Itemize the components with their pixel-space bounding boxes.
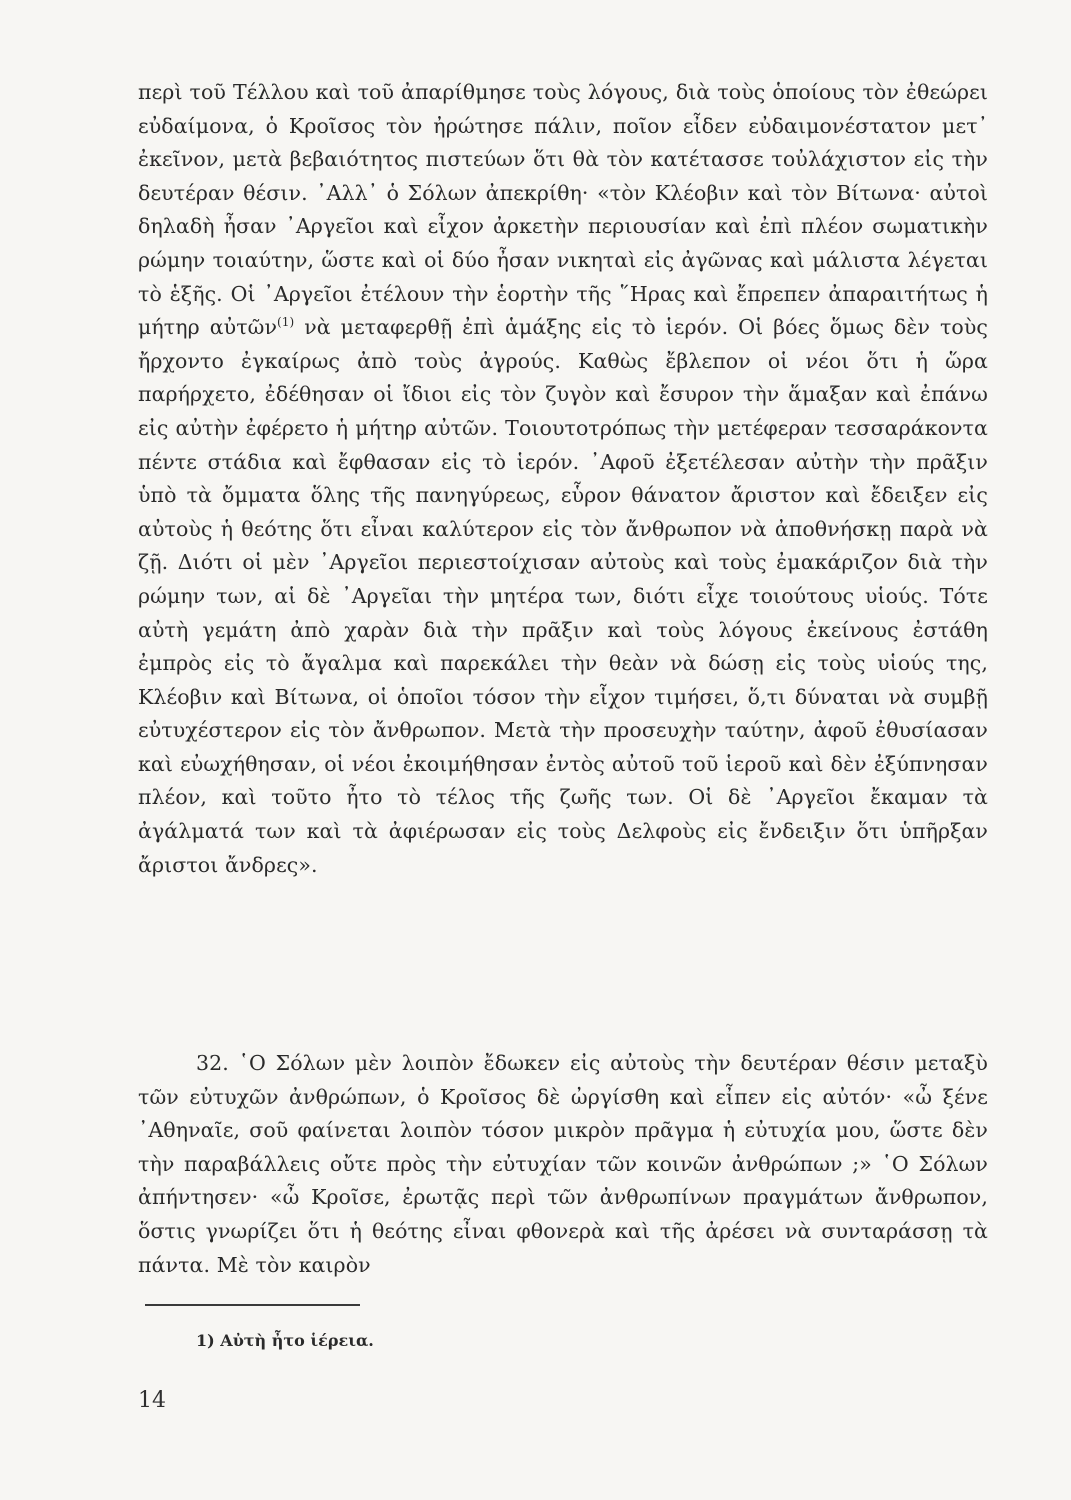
paragraph-1-text-part2: νὰ μεταφερθῇ ἐπὶ ἁμάξης εἰς τὸ ἱερόν. Οἱ βόες ὅμως δὲν τοὺς ἤρχοντο ἐγκαίρως ἀπὸ τοὺς ἀγρούς. Καθὼς ἔβλεπον οἱ νέοι ὅτι ἡ ὥρα παρήρχετο, ἐδέθησαν οἱ ἴδιοι εἰς τὸν ζυγὸν καὶ ἔσυρον τὴν ἅμαξαν καὶ ἐπάνω εἰς αὐτὴν ἐφέρετο ἡ μήτηρ αὐτῶν. Τοιουτοτρόπως τὴν μετέφεραν τεσσαράκοντα πέντε στάδια καὶ ἔφθασαν εἰς τὸ ἱερόν. ᾽Αφοῦ ἐξετέλεσαν αὐτὴν τὴν πρᾶξιν ὑπὸ τὰ ὄμματα ὅλης τῆς πανηγύρεως, εὗρον θάνατον ἄριστον καὶ ἔδειξεν εἰς αὐτοὺς ἡ θεότης ὅτι εἶναι καλύτερον εἰς τὸν ἄνθρωπον νὰ ἀποθνήσκῃ παρὰ νὰ ζῇ. Διότι οἱ μὲν ᾽Αργεῖοι περιεστοίχισαν αὐτοὺς καὶ τοὺς ἐμακάριζον διὰ τὴν ρώμην των, αἱ δὲ ᾽Αργεῖαι τὴν μητέρα των, διότι εἶχε τοιούτους υἱούς. Τότε αὐτὴ γεμάτη ἀπὸ χαρὰν διὰ τὴν πρᾶξιν καὶ τοὺς λόγους ἐκείνους ἐστάθη ἐμπρὸς εἰς τὸ ἄγαλμα καὶ παρεκάλει τὴν θεὰν νὰ δώσῃ εἰς τοὺς υἱούς της, Κλέοβιν καὶ Βίτωνα, οἱ ὁποῖοι τόσον τὴν εἶχον τιμήσει, ὅ,τι δύναται νὰ συμβῇ εὐτυχέστερον εἰς τὸν ἄνθρωπον. Μετὰ τὴν προσευχὴν ταύτην, ἀφοῦ ἐθυσίασαν καὶ εὐωχήθησαν, οἱ νέοι ἐκοιμήθησαν ἐντὸς αὐτοῦ τοῦ ἱεροῦ καὶ δὲν ἐξύπνησαν πλέον, καὶ τοῦτο ἦτο τὸ τέλος τῆς ζωῆς των. Οἱ δὲ ᾽Αργεῖοι ἔκαμαν τὰ ἀγάλματά των καὶ τὰ ἀφιέρωσαν εἰς τοὺς Δελφοὺς εἰς ἔνδειξιν ὅτι ὑπῆρξαν ἄριστοι ἄνδρες». <box>138 315 988 877</box>
footnote-divider <box>145 1304 360 1306</box>
footnote: 1) Αὐτὴ ἦτο ἱέρεια. <box>196 1331 374 1350</box>
paragraph-1-text-part1: περὶ τοῦ Τέλλου καὶ τοῦ ἀπαρίθμησε τοὺς λόγους, διὰ τοὺς ὁποίους τὸν ἐθεώρει εὐδαίμονα, ὁ Κροῖσος τὸν ἠρώτησε πάλιν, ποῖον εἶδεν εὐδαιμονέστατον μετ᾽ ἐκεῖνον, μετὰ βεβαιότητος πιστεύων ὅτι θὰ τὸν κατέτασσε τοὐλάχιστον εἰς τὴν δευτέραν θέσιν. ᾽Αλλ᾽ ὁ Σόλων ἀπεκρίθη· «τὸν Κλέοβιν καὶ τὸν Βίτωνα· αὐτοὶ δηλαδὴ ἦσαν ᾽Αργεῖοι καὶ εἶχον ἀρκετὴν περιουσίαν καὶ ἐπὶ πλέον σωματικὴν ρώμην τοιαύτην, ὥστε καὶ οἱ δύο ἦσαν νικηταὶ εἰς ἀγῶνας καὶ μάλιστα λέγεται τὸ ἑξῆς. Οἱ ᾽Αργεῖοι ἐτέλουν τὴν ἑορτὴν τῆς ῞Ηρας καὶ ἔπρεπεν ἀπαραιτήτως ἡ μήτηρ αὐτῶν <box>138 80 988 340</box>
footnote-reference: (1) <box>277 315 295 330</box>
paragraph-2-text: 32. ῾Ο Σόλων μὲν λοιπὸν ἔδωκεν εἰς αὐτοὺς τὴν δευτέραν θέσιν μεταξὺ τῶν εὐτυχῶν ἀνθρώπων, ὁ Κροῖσος δὲ ὠργίσθη καὶ εἶπεν εἰς αὐτόν· «ὦ ξένε ᾽Αθηναῖε, σοῦ φαίνεται λοιπὸν τόσον μικρὸν πρᾶγμα ἡ εὐτυχία μου, ὥστε δὲν τὴν παραβάλλεις οὔτε πρὸς τὴν εὐτυχίαν τῶν κοινῶν ἀνθρώπων ;» ῾Ο Σόλων ἀπήντησεν· «ὦ Κροῖσε, ἐρωτᾷς περὶ τῶν ἀνθρωπίνων πραγμάτων ἄνθρωπον, ὅστις γνωρίζει ὅτι ἡ θεότης εἶναι φθονερὰ καὶ τῆς ἀρέσει νὰ συνταράσσῃ τὰ πάντα. Μὲ τὸν καιρὸν <box>138 1051 988 1277</box>
page-number: 14 <box>138 1388 166 1413</box>
body-paragraph-1 <box>138 76 988 882</box>
body-paragraph-2 <box>138 1047 988 1282</box>
